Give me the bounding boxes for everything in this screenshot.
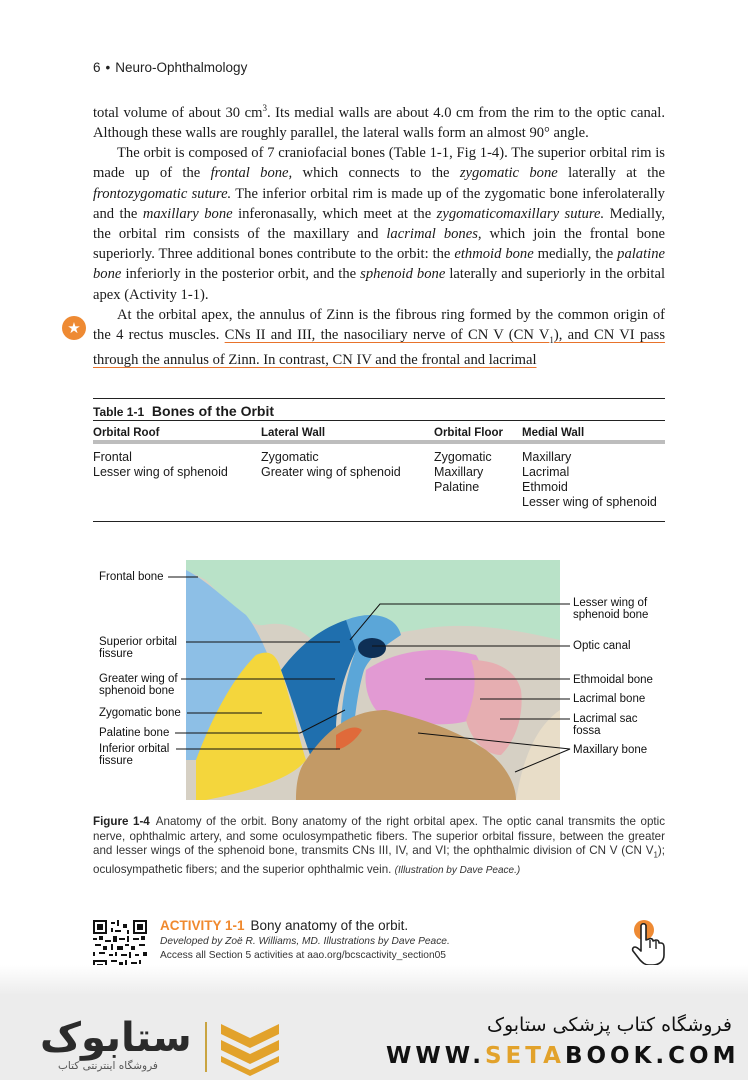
column-header: Orbital Roof [93,427,160,439]
subscript: 1 [653,850,658,860]
term-palatine-bone: palatine bone [93,246,665,283]
text-run: At the orbital apex, the annulus of Zinn is the fibrous ring formed by the common origin of the 4 rectus muscles. [93,306,665,344]
table-cell: Maxillary [434,465,484,479]
store-name: فروشگاه کتاب پزشکی ستابوک [486,1014,732,1036]
footer-fade [0,965,748,995]
text-run: which join the frontal bone superiorly. Three additional bones contribute to the orbit: the [93,226,665,263]
text-run: inferiorly in the posterior orbit, and the [121,266,361,283]
table-cell: Lacrimal [522,465,570,479]
url-part: WWW. [386,1043,485,1069]
term-lacrimal-bones: lacrimal bones, [386,226,482,243]
label-optic-canal: Optic canal [573,640,631,652]
label-lesser-wing-sphenoid: Lesser wing of sphenoid bone [573,597,649,621]
text-run: CNs II and III, the nasociliary nerve of CN V (CN V [224,327,550,344]
text-run: The orbit is composed of 7 craniofacial bones (Table 1-1, Fig 1-4). The superior orbital rim is made up of the [93,145,665,182]
figure-credit: (Illustration by Dave Peace.) [394,864,521,876]
activity-heading: Bony anatomy of the orbit. [250,918,409,933]
table-cell: Lesser wing of sphenoid [522,495,657,509]
column-header: Lateral Wall [261,427,326,439]
superscript: 3 [262,103,267,113]
setabook-logo-text: ستابوک [40,1015,192,1061]
label-maxillary-bone: Maxillary bone [573,744,648,756]
label-lacrimal-sac-fossa: Lacrimal sac fossa [573,713,638,737]
figure-number: Figure 1-4 [93,815,150,828]
text-run: inferonasally, which meet at the [232,205,437,222]
store-url[interactable] [386,1043,740,1069]
text-run: laterally and superiorly in the orbital apex (Activity 1-1). [93,266,666,303]
url-part: BOOK.COM [564,1043,740,1069]
bullet-separator: • [105,60,111,75]
term-zygomatic-bone: zygomatic bone [459,165,558,182]
term-zygomaticomaxillary-suture: zygomaticomaxillary suture. [436,205,605,222]
activity-developer: Developed by Zoë R. Williams, MD. Illustrations by Dave Peace. [160,936,450,947]
table-cell: Greater wing of sphenoid [261,465,401,479]
table-cell: Zygomatic [261,450,319,464]
label-greater-wing-sphenoid: Greater wing of sphenoid bone [99,673,178,697]
table-cell: Maxillary [522,450,572,464]
leader-lesser-wing [350,604,570,640]
text-run: The inferior orbital rim is made up of the zygomatic bone inferolaterally and the [93,185,665,222]
leader-maxillary-bone [418,733,570,772]
activity-name[interactable]: ACTIVITY 1-1 [160,918,245,933]
column-header: Medial Wall [522,427,585,439]
logo-divider [205,1022,207,1072]
text-run: laterally at the [557,165,665,182]
table-cell: Zygomatic [434,450,492,464]
text-run: . Its medial walls are about 4.0 cm from the rim to the optic canal. Although these walls are roughly parallel, the lateral walls form an almost 90° angle. [93,104,665,142]
text-run: Medially, the orbital rim consists of the maxillary and [93,205,665,243]
term-frontozygomatic-suture: frontozygomatic suture. [93,185,232,202]
label-lacrimal-bone: Lacrimal bone [573,693,646,705]
term-frontal-bone: frontal bone, [210,165,293,182]
activity-title [160,918,450,933]
url-accent: SETA [484,1043,565,1069]
term-maxillary-bone: maxillary bone [142,205,233,222]
table-cell: Frontal [93,450,132,464]
star-icon[interactable]: ★ [62,316,86,340]
column-header: Orbital Floor [434,427,503,439]
caption-text: ); oculosympathetic fibers; and the superior ophthalmic vein. [93,844,665,876]
page-number: 6 [93,60,101,75]
label-frontal-bone: Frontal bone [99,571,164,583]
table-cell: Palatine [434,480,480,494]
caption-text: Anatomy of the orbit. Bony anatomy of the right orbital apex. The optic canal transmits the optic nerve, ophthalmic artery, and some oculosympathetic fibers. The superior orbital fissure, between the greater and lesser wings of the sphenoid bone, transmits CNs III, IV, and VI; the ophthalmic division of CN V (CN V [93,815,665,857]
tap-hand-icon[interactable] [628,918,668,966]
label-palatine-bone: Palatine bone [99,727,170,739]
text-run: total volume of about 30 cm [93,104,263,121]
activity-block [160,918,450,961]
term-sphenoid-bone: sphenoid bone [360,266,446,283]
label-ethmoidal-bone: Ethmoidal bone [573,674,653,686]
text-run: ), and CN VI pass through the annulus of Zinn. In contrast, CN IV and the frontal and lacrimal [93,327,666,369]
label-superior-orbital-fissure: Superior orbital fissure [99,636,177,660]
table-cell: Ethmoid [522,480,568,494]
label-inferior-orbital-fissure: Inferior orbital fissure [99,743,170,767]
setabook-logo-mark-icon [215,1018,285,1076]
text-run: which connects to the [292,165,460,182]
figure-caption [93,815,665,878]
text-run: medially, the [533,246,618,263]
table-number: Table 1-1 [93,405,145,419]
book-title: Neuro-Ophthalmology [115,60,248,75]
setabook-logo-subtitle: فروشگاه اینترنتی کتاب [58,1060,158,1072]
table-cell: Lesser wing of sphenoid [93,465,228,479]
activity-access-link[interactable]: Access all Section 5 activities at aao.org/bcscactivity_section05 [160,950,446,961]
label-zygomatic-bone: Zygomatic bone [99,707,181,719]
term-ethmoid-bone: ethmoid bone [454,246,534,263]
subscript: 1 [549,335,554,345]
table-title: Bones of the Orbit [151,403,275,419]
